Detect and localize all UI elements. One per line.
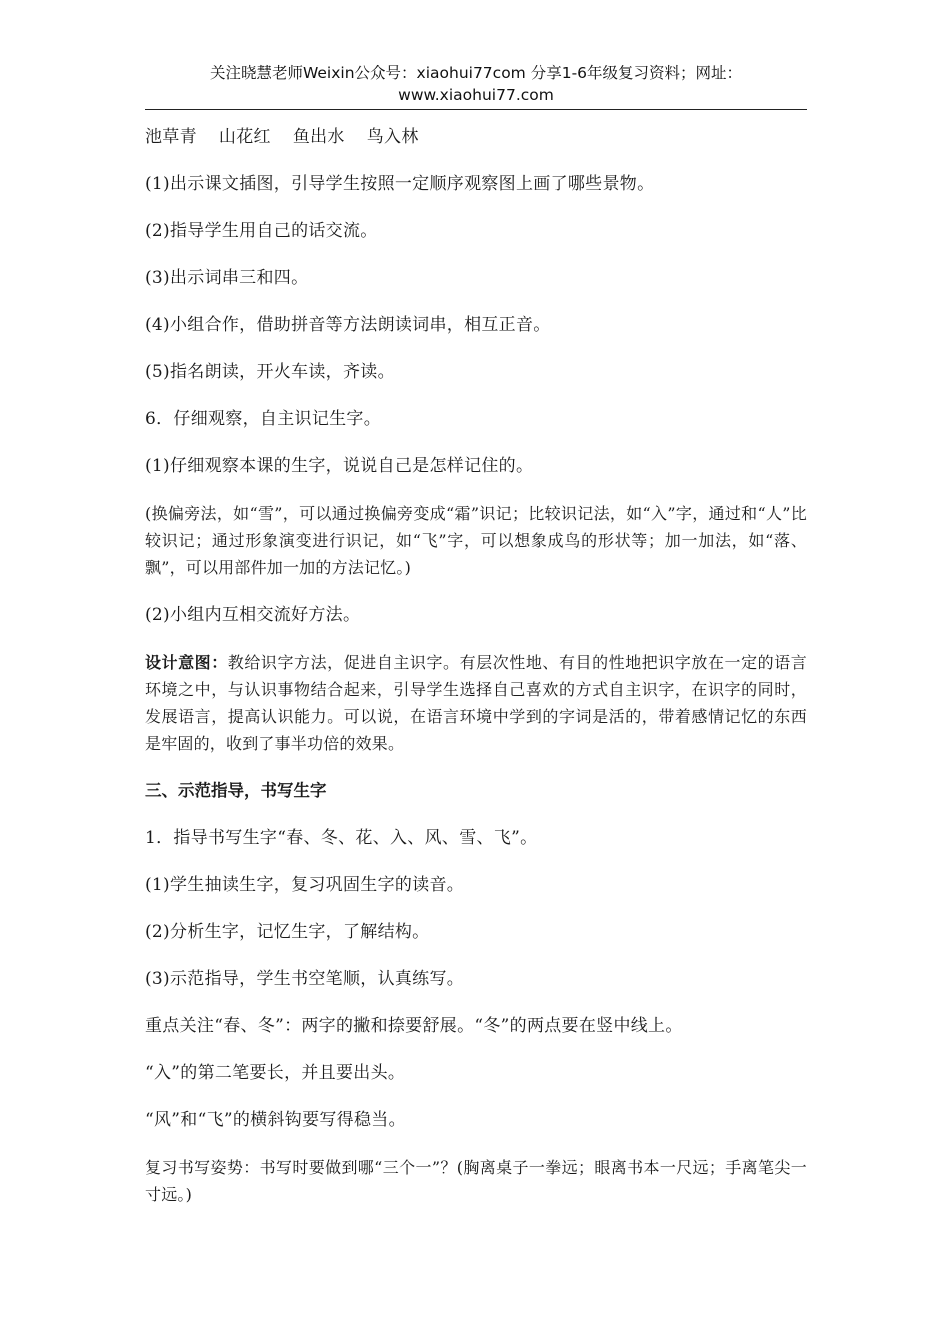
step-paragraph: (2)分析生字，记忆生字，了解结构。 [145,922,430,942]
design-intent [145,649,807,757]
word-item: 鱼出水 [292,127,345,147]
step-paragraph: 重点关注“春、冬”：两字的撇和捺要舒展。“冬”的两点要在竖中线上。 [145,1016,683,1036]
step-paragraph: (1)学生抽读生字，复习巩固生字的读音。 [145,875,465,895]
word-item: 山花红 [218,127,271,147]
design-intent-label: 设计意图： [145,653,228,672]
header-line-1: 关注晓慧老师Weixin公众号：xiaohui77com 分享1-6年级复习资料；网址： [209,64,743,82]
step-paragraph: 1．指导书写生字“春、冬、花、入、风、雪、飞”。 [145,828,538,848]
step-paragraph: 6．仔细观察，自主识记生字。 [145,409,382,429]
step-paragraph: (2)小组内互相交流好方法。 [145,605,361,625]
word-string [145,124,807,150]
section-heading: 三、示范指导，书写生字 [145,781,327,800]
step-paragraph: (1)出示课文插图，引导学生按照一定顺序观察图上画了哪些景物。 [145,174,655,194]
document-body [145,124,807,1229]
step-paragraph: (5)指名朗读，开火车读，齐读。 [145,362,395,382]
header-rule [145,109,807,110]
step-paragraph: (4)小组合作，借助拼音等方法朗读词串，相互正音。 [145,315,551,335]
step-paragraph: (2)指导学生用自己的话交流。 [145,221,378,241]
header-url: www.xiaohui77.com [398,86,554,104]
step-paragraph: “入”的第二笔要长，并且要出头。 [145,1063,406,1083]
step-paragraph: (3)出示词串三和四。 [145,268,309,288]
step-paragraph: (3)示范指导，学生书空笔顺，认真练写。 [145,969,465,989]
step-paragraph: (1)仔细观察本课的生字，说说自己是怎样记住的。 [145,456,534,476]
posture-note: (胸离桌子一拳远；眼离书本一尺远；手离笔尖一寸远。) [145,1158,807,1204]
word-item: 池草青 [145,127,197,147]
posture-paragraph [145,1154,807,1208]
page-header [145,62,807,106]
step-paragraph: “风”和“飞”的横斜钩要写得稳当。 [145,1110,406,1130]
posture-question: 复习书写姿势：书写时要做到哪“三个一”？ [145,1158,457,1177]
design-intent-text: 教给识字方法，促进自主识字。有层次性地、有目的性地把识字放在一定的语言环境之中，与认识事物结合起来，引导学生选择自己喜欢的方式自主识字，在识字的同时，发展语言，提高认识能力。可以说，在语言环境中学到的字词是活的，带着感情记忆的东西是牢固的，收到了事半功倍的效果。 [145,653,807,753]
method-note: (换偏旁法，如“雪”，可以通过换偏旁变成“霜”识记；比较识记法，如“入”字，通过和“人”比较识记；通过形象演变进行识记，如“飞”字，可以想象成鸟的形状等；加一加法，如“落、飘”，可以用部件加一加的方法记忆。) [145,504,807,577]
word-item: 鸟入林 [366,127,419,147]
